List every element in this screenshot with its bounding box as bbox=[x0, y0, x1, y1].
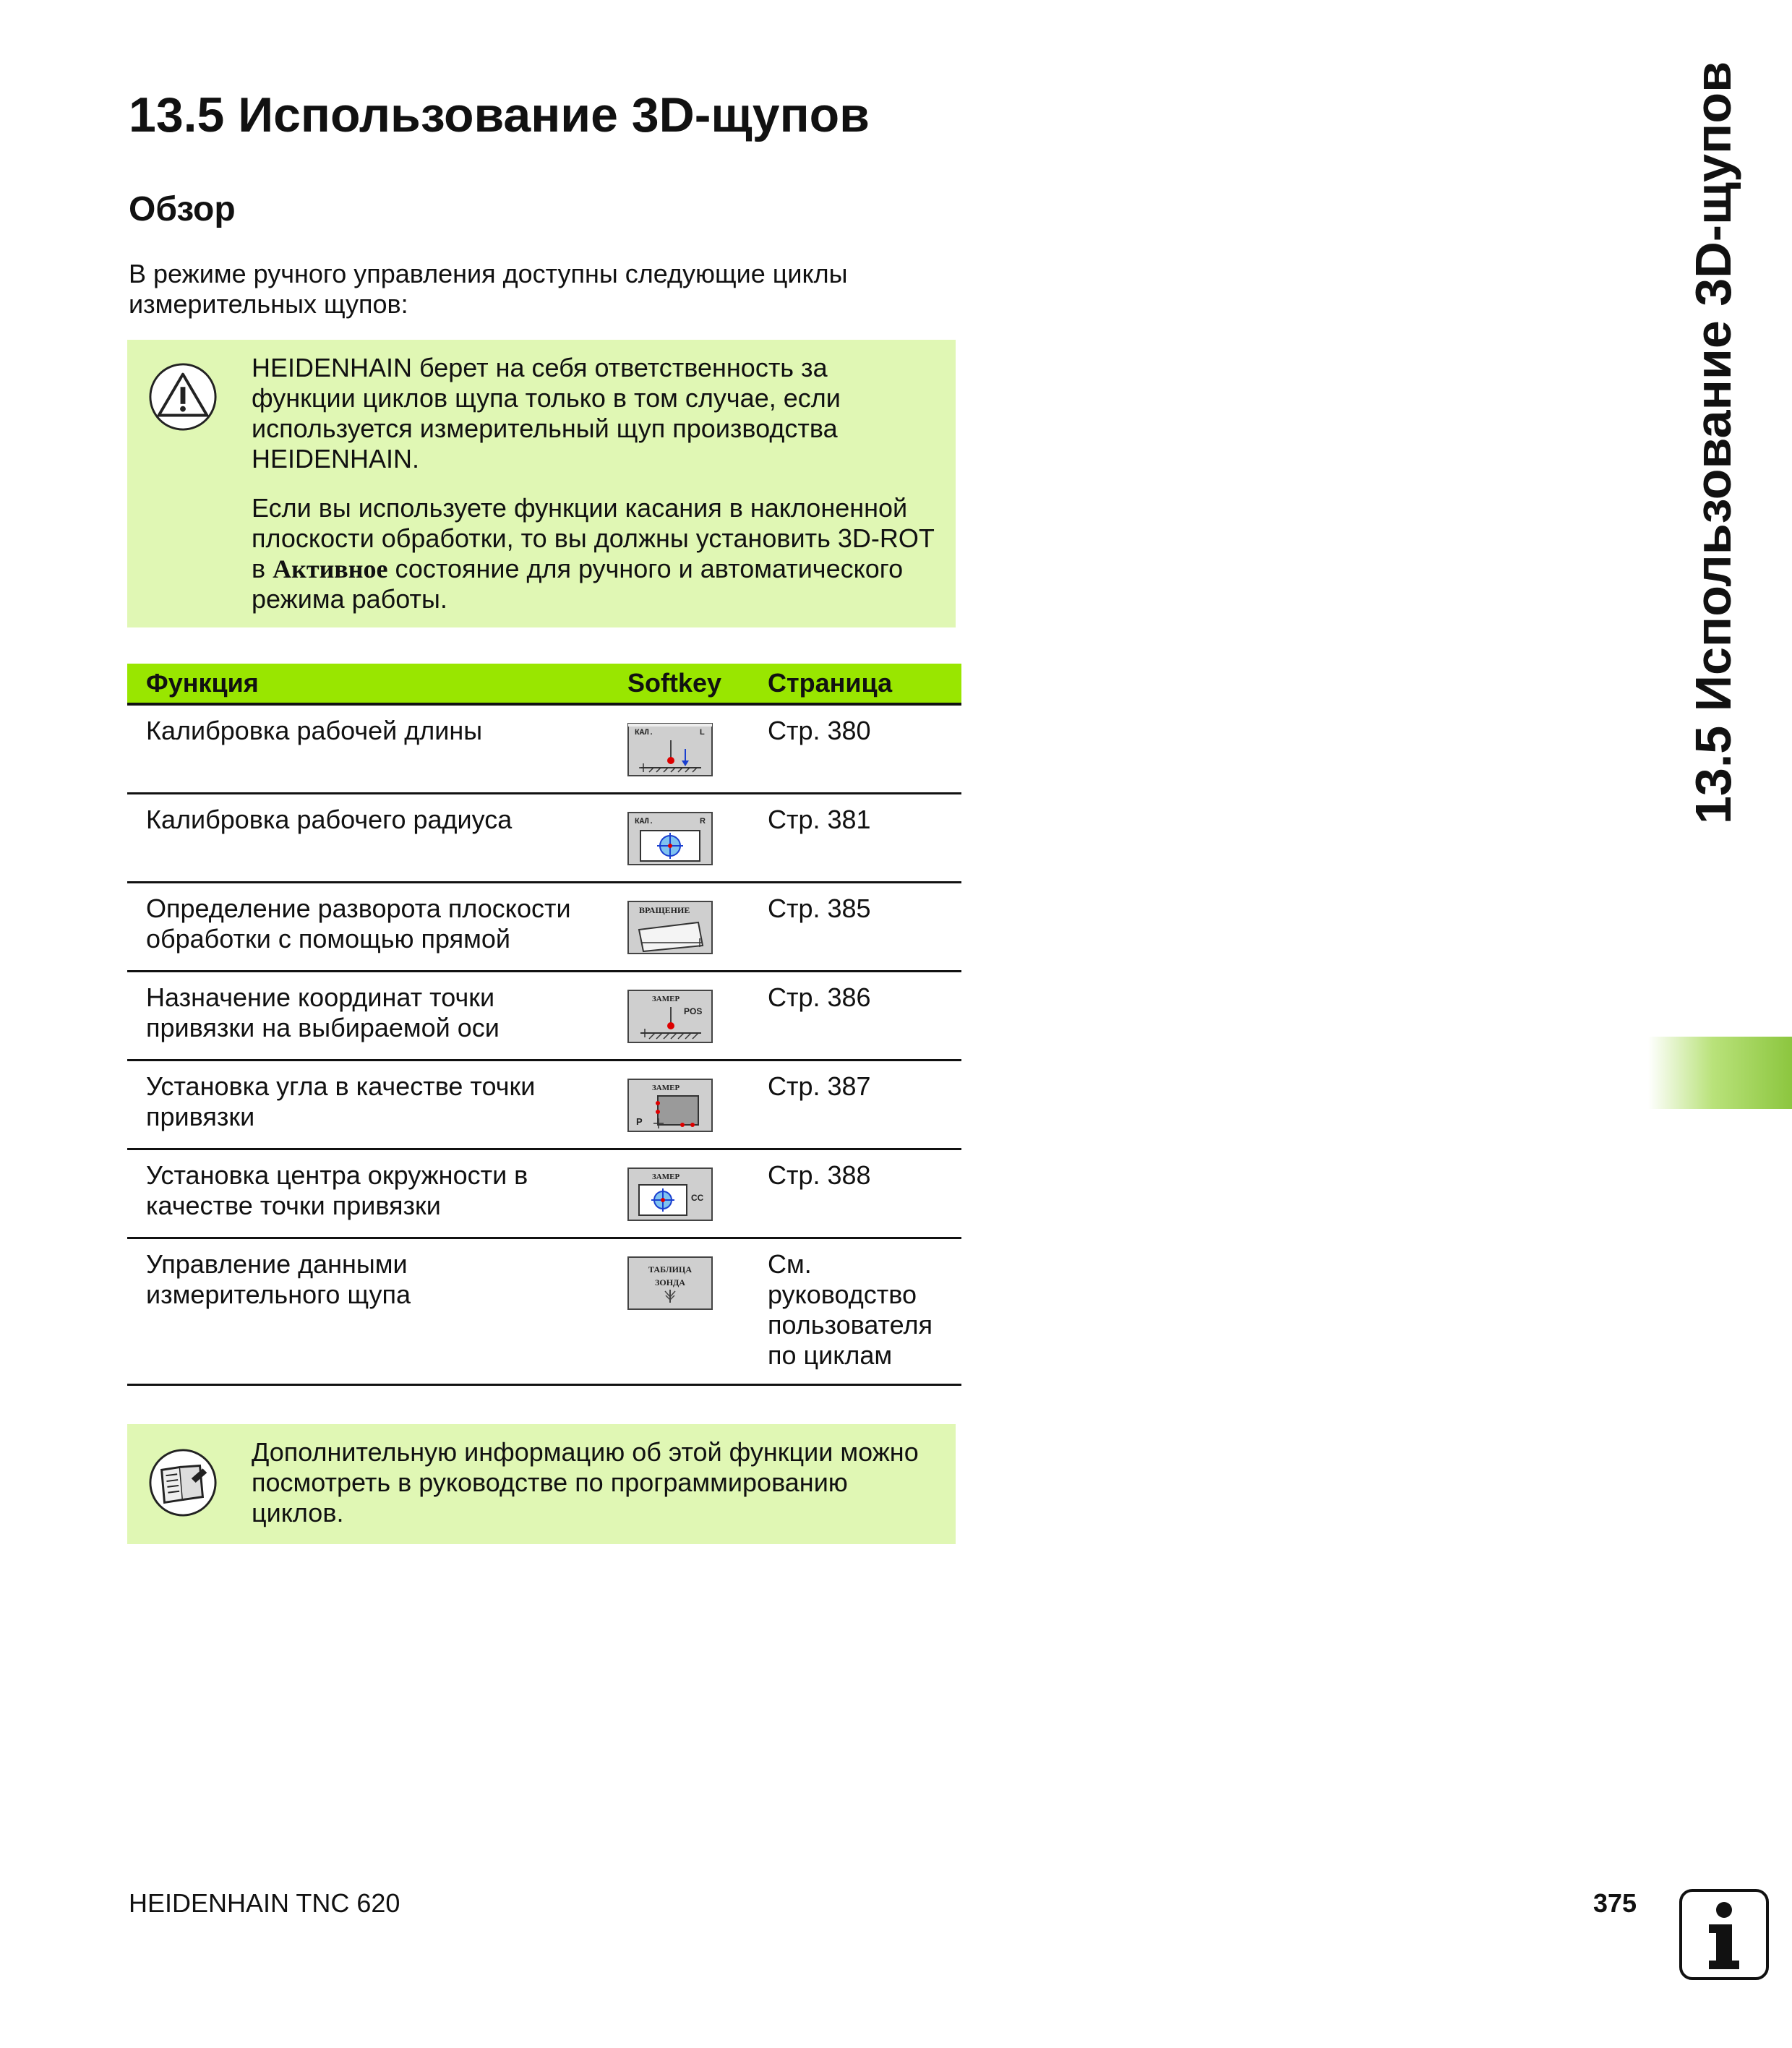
header-function: Функция bbox=[146, 668, 259, 698]
table-row bbox=[127, 794, 961, 883]
warning-triangle-icon bbox=[147, 361, 218, 432]
table-row bbox=[127, 1239, 961, 1386]
warning-note-text bbox=[252, 353, 937, 633]
function-cell: Калибровка рабочего радиуса bbox=[146, 805, 513, 834]
subsection-title: Обзор bbox=[129, 190, 236, 228]
softkey-label: POS bbox=[684, 1006, 703, 1016]
active-state-emphasis: Активное bbox=[273, 554, 388, 583]
table-row bbox=[127, 1061, 961, 1150]
warning-paragraph-2 bbox=[252, 493, 937, 614]
intro-paragraph: В режиме ручного управления доступны следующие циклы измерительных щупов: bbox=[129, 259, 848, 319]
page-cell: Стр. 386 bbox=[768, 982, 871, 1012]
warning-note bbox=[127, 340, 956, 627]
manual-book-icon bbox=[147, 1447, 218, 1518]
softkey-label: CC bbox=[691, 1193, 704, 1203]
softkey-top-text: КАЛ. bbox=[635, 729, 654, 737]
section-title: 13.5 Использование 3D-щупов bbox=[129, 87, 870, 142]
page-cell: Стр. 381 bbox=[768, 805, 871, 834]
table-row bbox=[127, 1150, 961, 1239]
function-cell: Установка угла в качестве точки привязки bbox=[146, 1071, 536, 1131]
rotation-softkey-icon[interactable] bbox=[627, 901, 713, 954]
page-cell: Стр. 380 bbox=[768, 716, 871, 745]
softkey-label: L bbox=[700, 728, 705, 737]
info-note-text: Дополнительную информацию об этой функции можно посмотреть в руководстве по программированию циклов. bbox=[252, 1437, 919, 1528]
header-page: Страница bbox=[768, 668, 893, 698]
header-softkey: Softkey bbox=[627, 668, 722, 698]
softkey-label: P bbox=[636, 1116, 643, 1127]
page-cell: Стр. 387 bbox=[768, 1071, 871, 1101]
page-number: 375 bbox=[1593, 1888, 1637, 1918]
chapter-tab-marker bbox=[1648, 1037, 1792, 1109]
warning-paragraph-1: HEIDENHAIN берет на себя ответственность за функции циклов щупа только в том случае, если используется измерительный щуп производства HEIDENHAIN. bbox=[252, 353, 841, 474]
measure-corner-softkey-icon[interactable] bbox=[627, 1079, 713, 1132]
page-cell: См. руководство пользователя по циклам bbox=[768, 1249, 933, 1370]
measure-circle-center-softkey-icon[interactable] bbox=[627, 1167, 713, 1221]
softkey-top-text: ВРАЩЕНИЕ bbox=[639, 905, 690, 915]
table-row bbox=[127, 706, 961, 794]
function-cell: Определение разворота плоскости обработки с помощью прямой bbox=[146, 894, 571, 954]
softkey-label: R bbox=[700, 817, 706, 826]
function-cell: Калибровка рабочей длины bbox=[146, 716, 483, 745]
measure-pos-softkey-icon[interactable] bbox=[627, 990, 713, 1043]
info-i-icon[interactable] bbox=[1679, 1888, 1770, 1981]
function-cell: Управление данными измерительного щупа bbox=[146, 1249, 411, 1309]
softkey-top-text: ЗАМЕР bbox=[652, 1084, 680, 1092]
warning-paragraph-2-end: состояние для ручного и автоматического режима работы. bbox=[252, 554, 904, 614]
side-chapter-title: 13.5 Использование 3D-щупов bbox=[1685, 61, 1741, 824]
softkey-label: ЗОНДА bbox=[655, 1277, 685, 1288]
probe-table-softkey-icon[interactable] bbox=[627, 1256, 713, 1310]
table-header bbox=[127, 664, 961, 706]
softkey-top-text: ТАБЛИЦА bbox=[648, 1264, 692, 1274]
table-row bbox=[127, 883, 961, 972]
page-cell: Стр. 385 bbox=[768, 894, 871, 923]
softkey-top-text: КАЛ. bbox=[635, 818, 654, 826]
page-cell: Стр. 388 bbox=[768, 1160, 871, 1190]
functions-table bbox=[127, 664, 961, 1386]
calibrate-radius-softkey-icon[interactable] bbox=[627, 812, 713, 865]
softkey-top-text: ЗАМЕР bbox=[652, 995, 680, 1003]
footer-product: HEIDENHAIN TNC 620 bbox=[129, 1888, 400, 1918]
warning-paragraph-2-start: Если вы используете функции касания в наклоненной плоскости обработки, то вы должны установить 3D-ROT в bbox=[252, 493, 935, 583]
function-cell: Установка центра окружности в качестве точки привязки bbox=[146, 1160, 528, 1220]
info-note bbox=[127, 1424, 956, 1544]
table-row bbox=[127, 972, 961, 1061]
softkey-top-text: ЗАМЕР bbox=[652, 1173, 680, 1181]
calibrate-length-softkey-icon[interactable] bbox=[627, 723, 713, 776]
function-cell: Назначение координат точки привязки на выбираемой оси bbox=[146, 982, 500, 1042]
